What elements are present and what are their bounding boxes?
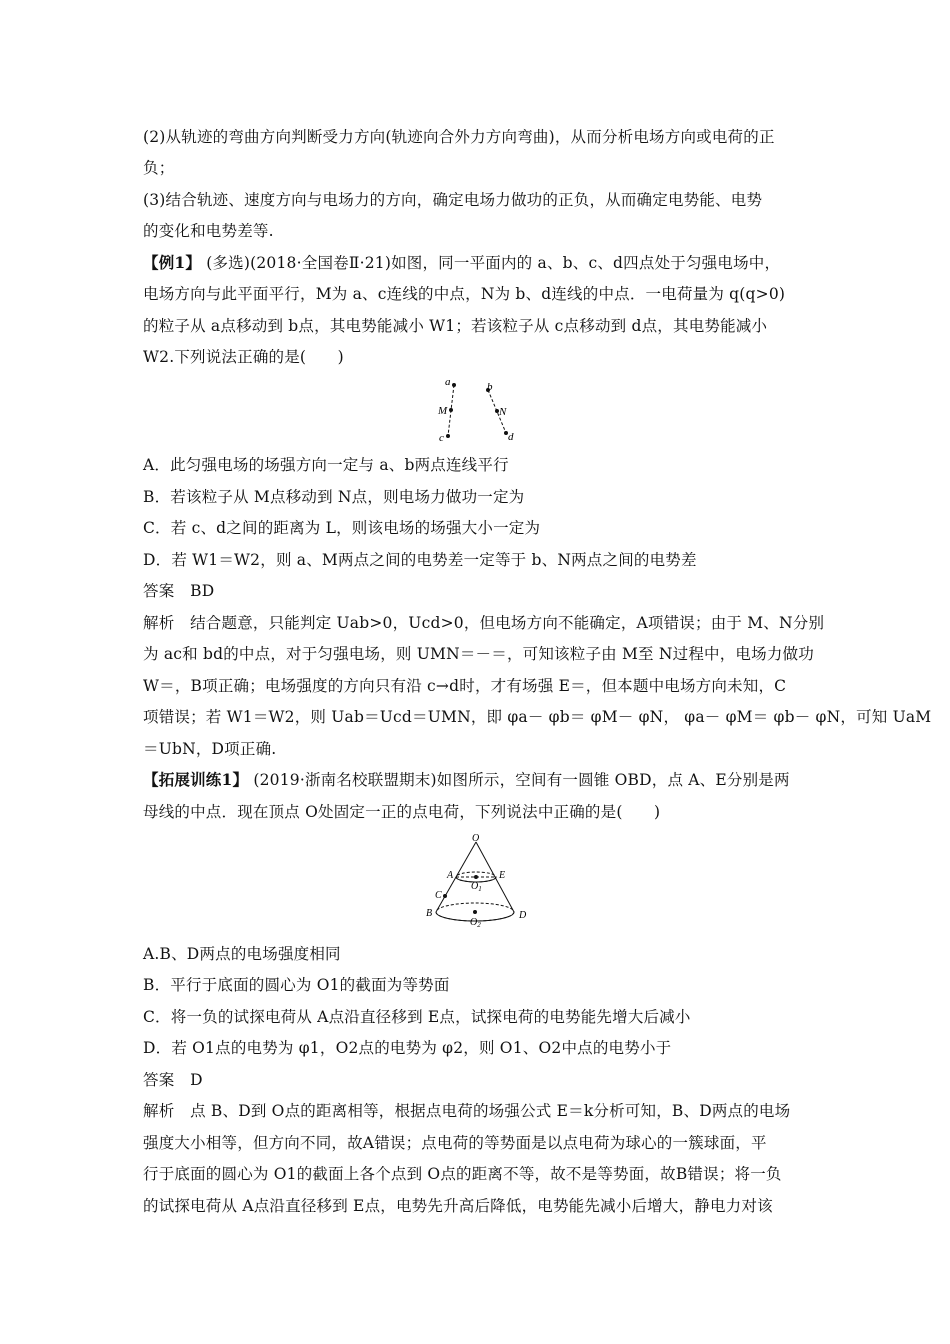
example-label: 【例1】 (143, 253, 202, 272)
text-line: 为 ac和 bd的中点，对于匀强电场，则 UMN＝－＝，可知该粒子由 M至 N过程中，电场力做功 (143, 645, 814, 663)
text-line: W2.下列说法正确的是( ) (143, 348, 344, 366)
exercise-text: (2019·浙南名校联盟期末)如图所示，空间有一圆锥 OBD，点 A、E分别是两 (253, 771, 790, 789)
point-M-label: M (438, 405, 448, 417)
text-line: (3)结合轨迹、速度方向与电场力的方向，确定电场力做功的正负，从而确定电势能、电势 (143, 191, 763, 209)
text-line: 的试探电荷从 A点沿直径移到 E点，电势先升高后降低，电势能先减小后增大，静电力对该 (143, 1197, 773, 1215)
label-B: B (426, 908, 433, 919)
points-diagram (430, 372, 520, 448)
label-D: D (519, 910, 527, 921)
answer-line: 答案 D (143, 1071, 203, 1089)
label-O: O (472, 833, 480, 844)
text-line: 电场方向与此平面平行，M为 a、c连线的中点，N为 b、d连线的中点．一电荷量为 q(q>0) (143, 285, 786, 303)
text-line: 母线的中点．现在顶点 O处固定一正的点电荷，下列说法中正确的是( ) (143, 803, 661, 821)
point-d-label: d (508, 431, 514, 443)
text-line: 强度大小相等，但方向不同，故A错误；点电荷的等势面是以点电荷为球心的一簇球面，平 (143, 1134, 767, 1152)
answer-line: 答案 BD (143, 582, 215, 600)
analysis-line: 解析 点 B、D到 O点的距离相等，根据点电荷的场强公式 E＝k分析可知，B、D两点的电场 (143, 1102, 791, 1120)
exercise-label: 【拓展训练1】 (143, 770, 249, 789)
label-C: C (435, 890, 442, 901)
option-b: B．若该粒子从 M点移动到 N点，则电场力做功一定为 (143, 488, 525, 506)
option-c: C．将一负的试探电荷从 A点沿直径移到 E点，试探电荷的电势能先增大后减小 (143, 1008, 691, 1026)
label-O2: $O_2$ (470, 917, 481, 929)
text-line: 项错误；若 W1＝W2，则 Uab＝Ucd＝UMN，即 φa－ φb＝ φM－ φN， φa－ φM＝ φb－ φN，可知 UaM (143, 708, 932, 726)
point-b-label: b (487, 381, 493, 393)
option-d: D．若 W1＝W2，则 a、M两点之间的电势差一定等于 b、N两点之间的电势差 (143, 551, 697, 569)
label-E: E (499, 870, 506, 881)
label-A: A (447, 870, 454, 881)
example-line (143, 253, 780, 273)
analysis-line: 解析 结合题意，只能判定 Uab>0，Ucd>0，但电场方向不能确定，A项错误；由于 M、N分别 (143, 614, 825, 632)
text-line: 行于底面的圆心为 O1的截面上各个点到 O点的距离不等，故不是等势面，故B错误；将一负 (143, 1165, 782, 1183)
text-line: W＝，B项正确；电场强度的方向只有沿 c→d时，才有场强 E＝，但本题中电场方向未知，C (143, 677, 787, 695)
option-d: D．若 O1点的电势为 φ1，O2点的电势为 φ2，则 O1、O2中点的电势小于 (143, 1039, 672, 1057)
text-line: 的变化和电势差等. (143, 222, 274, 240)
option-c: C．若 c、d之间的距离为 L，则该电场的场强大小一定为 (143, 519, 541, 537)
text-line: 负； (143, 159, 175, 177)
point-N-label: N (499, 406, 507, 418)
option-a: A．此匀强电场的场强方向一定与 a、b两点连线平行 (143, 456, 509, 474)
exercise-line (143, 770, 790, 790)
text-line: ＝UbN，D项正确. (143, 740, 277, 758)
text-line: 的粒子从 a点移动到 b点，其电势能减小 W1；若该粒子从 c点移动到 d点，其电势能减小 (143, 317, 768, 335)
point-a-label: a (445, 376, 451, 388)
label-O1: $O_1$ (471, 881, 482, 893)
point-c-label: c (439, 432, 444, 444)
example-text: (多选)(2018·全国卷Ⅱ·21)如图，同一平面内的 a、b、c、d四点处于匀强电场中， (206, 254, 781, 272)
option-a: A.B、D两点的电场强度相同 (143, 945, 341, 963)
cone-diagram (418, 832, 538, 936)
text-line: (2)从轨迹的弯曲方向判断受力方向(轨迹向合外力方向弯曲)，从而分析电场方向或电荷的正 (143, 128, 775, 146)
option-b: B．平行于底面的圆心为 O1的截面为等势面 (143, 976, 450, 994)
